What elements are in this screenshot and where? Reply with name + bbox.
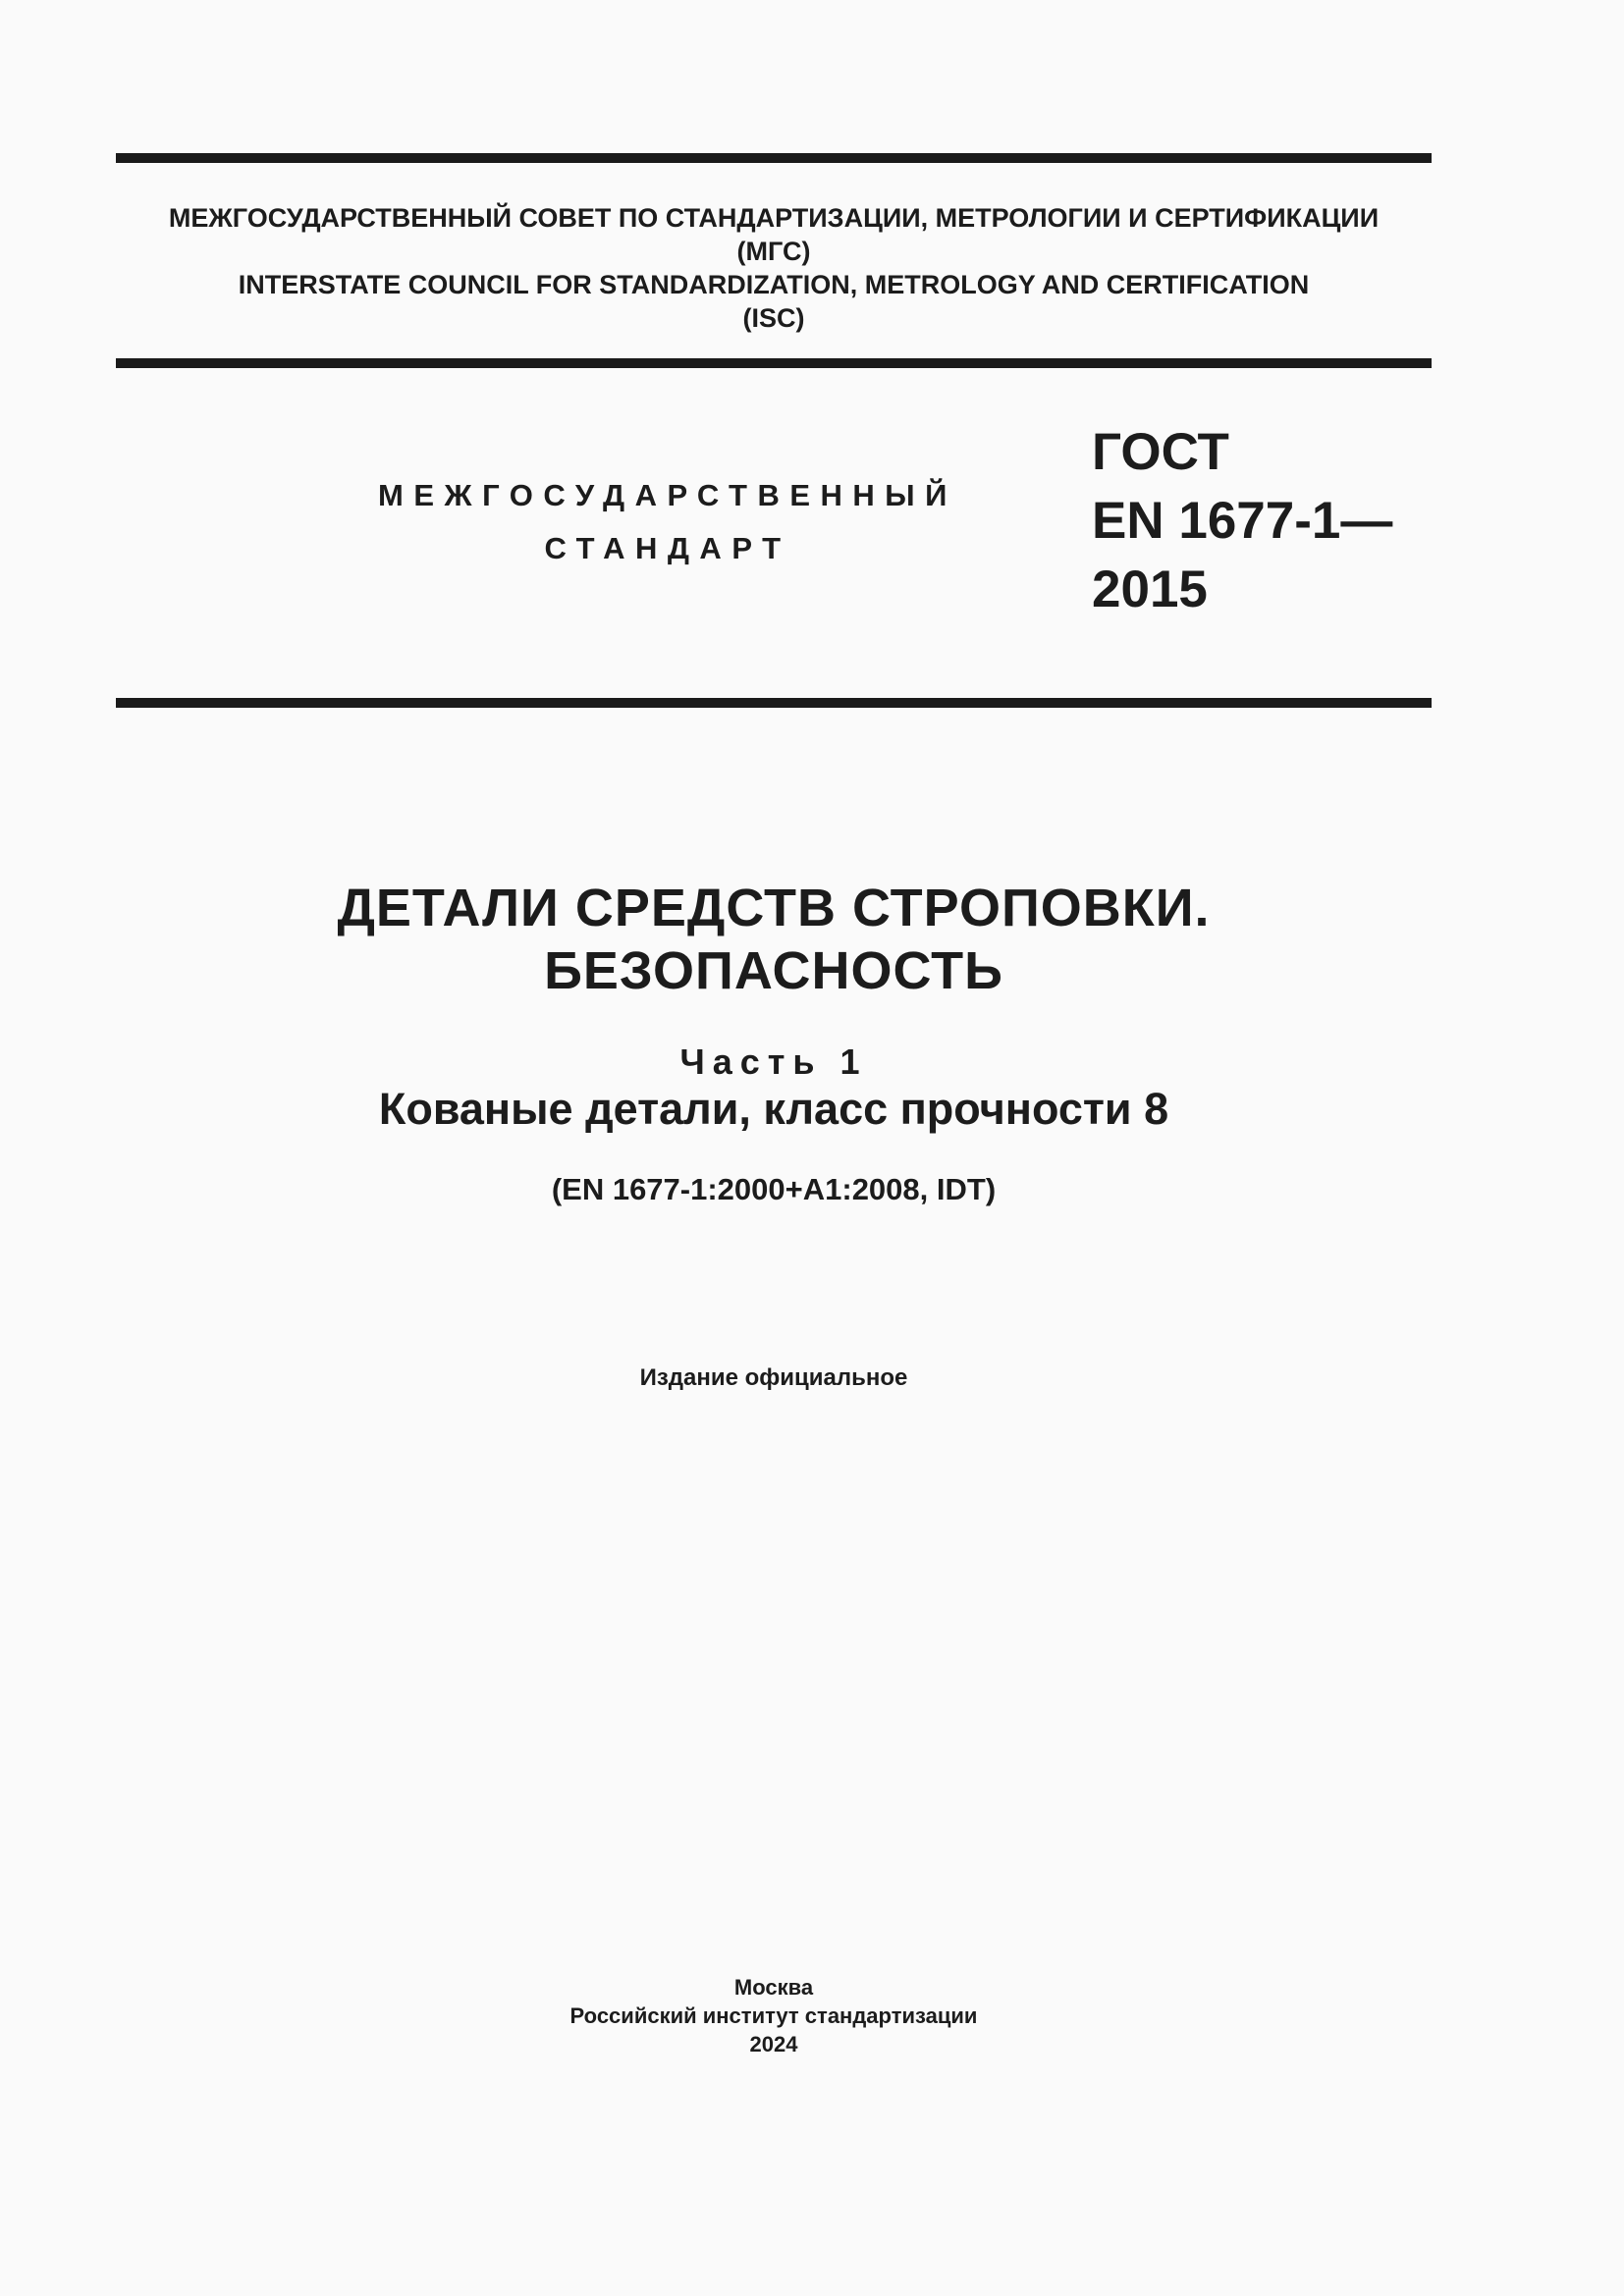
publisher-city: Москва [733,1975,814,2000]
standard-type-line2: СТАНДАРТ [544,531,791,565]
title-line2: БЕЗОПАСНОСТЬ [544,941,1003,1000]
council-header [116,201,1432,335]
council-name-ru: МЕЖГОСУДАРСТВЕННЫЙ СОВЕТ ПО СТАНДАРТИЗАЦИИ, МЕТРОЛОГИИ И СЕРТИФИКАЦИИ [168,203,1380,233]
council-name-en: INTERSTATE COUNCIL FOR STANDARDIZATION, METROLOGY AND CERTIFICATION [238,270,1310,299]
reference-standard: (EN 1677-1:2000+A1:2008, IDT) [551,1172,997,1206]
designation-line1: ГОСТ [1092,423,1229,481]
publisher-year: 2024 [749,2032,798,2056]
council-abbr-en: (ISC) [742,303,805,333]
standard-designation [1092,418,1392,624]
document-title [116,877,1432,1002]
designation-line2: EN 1677-1— [1092,492,1393,550]
part-title: Кованые детали, класс прочности 8 [378,1084,1169,1134]
council-abbr-ru: (МГС) [736,237,811,266]
edition-note: Издание официальное [639,1364,908,1391]
part-label: Часть 1 [679,1041,868,1082]
title-line1: ДЕТАЛИ СРЕДСТВ СТРОПОВКИ. [337,879,1211,937]
header-divider [116,358,1432,368]
standard-type-line1: МЕЖГОСУДАРСТВЕННЫЙ [378,478,957,512]
designation-divider [116,698,1432,708]
top-rule [116,153,1432,163]
publisher-name: Российский институт стандартизации [569,2003,978,2028]
standard-type [324,469,1011,575]
publisher-block [116,1973,1432,2058]
designation-line3: 2015 [1092,561,1208,618]
